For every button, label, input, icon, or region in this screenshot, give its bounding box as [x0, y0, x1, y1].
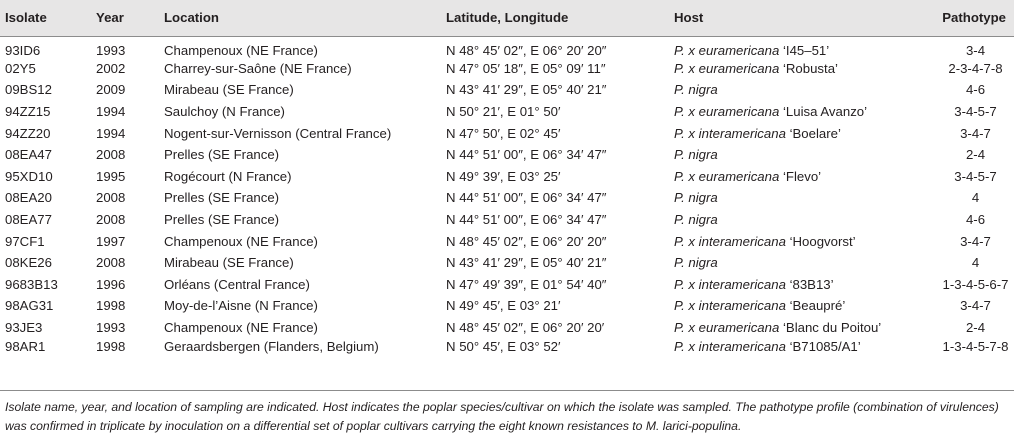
host-cultivar: ‘Luisa Avanzo’: [779, 104, 868, 120]
host-species: P. x euramericana: [674, 320, 780, 336]
cell-location: Moy-de-l’Aisne (N France): [164, 298, 318, 314]
cell-pathotype: 4-6: [965, 82, 986, 98]
cell-year: 1995: [96, 168, 126, 184]
cell-latlon: N 43° 41′ 29″, E 05° 40′ 21″: [446, 255, 607, 271]
table-row: [0, 144, 1014, 166]
cell-location: Mirabeau (SE France): [164, 82, 294, 98]
cell-latlon: N 49° 39′, E 03° 25′: [446, 168, 561, 184]
cell-latlon: N 48° 45′ 02″, E 06° 20′ 20″: [446, 233, 607, 249]
host-cultivar: ‘83B13’: [785, 276, 834, 292]
cell-year: 1996: [96, 276, 126, 292]
cell-host: [674, 144, 937, 166]
host-species: P. x interamericana: [674, 298, 786, 314]
cell-year: 2008: [96, 212, 126, 228]
host-cultivar: ‘Hoogvorst’: [785, 233, 856, 249]
cell-latlon: N 50° 45′, E 03° 52′: [446, 338, 561, 354]
host-cultivar: ‘Boelare’: [785, 125, 841, 141]
cell-pathotype: 2-4: [965, 320, 986, 336]
table-row: [0, 252, 1014, 274]
cell-host: [674, 36, 937, 58]
header-year: Year: [96, 0, 164, 36]
cell-location: Saulchoy (N France): [164, 104, 285, 120]
cell-pathotype: 3-4: [965, 42, 986, 58]
cell-isolate: 08EA47: [5, 147, 52, 163]
cell-latlon: N 47° 50′, E 02° 45′: [446, 125, 561, 141]
cell-year: 1994: [96, 125, 126, 141]
host-species: P. x interamericana: [674, 125, 786, 141]
table-row: [0, 209, 1014, 231]
host-species: P. x interamericana: [674, 276, 786, 292]
cell-host: [674, 79, 937, 101]
host-cultivar: ‘Blanc du Poitou’: [779, 320, 882, 336]
cell-year: 1993: [96, 320, 126, 336]
cell-pathotype: 3-4-7: [960, 298, 991, 314]
cell-latlon: N 48° 45′ 02″, E 06° 20′ 20′: [446, 320, 605, 336]
cell-year: 1998: [96, 298, 126, 314]
cell-pathotype: 2-4: [965, 147, 986, 163]
table-row: [0, 101, 1014, 123]
table-row: [0, 338, 1014, 360]
table-bottom-rule: [0, 390, 1014, 391]
host-species: P. x euramericana: [674, 168, 780, 184]
cell-location: Prelles (SE France): [164, 147, 280, 163]
table-row: [0, 230, 1014, 252]
cell-host: [674, 122, 937, 144]
cell-isolate: 02Y5: [5, 60, 36, 76]
table-row: [0, 36, 1014, 58]
cell-year: 2008: [96, 147, 126, 163]
cell-isolate: 09BS12: [5, 82, 52, 98]
cell-pathotype: 3-4-7: [960, 233, 991, 249]
cell-latlon: N 50° 21′, E 01° 50′: [446, 104, 561, 120]
cell-host: [674, 166, 937, 188]
cell-pathotype: 4-6: [965, 212, 986, 228]
host-species: P. x euramericana: [674, 42, 780, 58]
cell-host: [674, 338, 937, 360]
cell-year: 1993: [96, 42, 126, 58]
cell-year: 1998: [96, 338, 126, 354]
cell-pathotype: 2-3-4-7-8: [948, 60, 1003, 76]
cell-pathotype: 3-4-7: [960, 125, 991, 141]
cell-host: [674, 317, 937, 339]
table-row: [0, 166, 1014, 188]
cell-isolate: 08EA20: [5, 190, 52, 206]
header-location: Location: [164, 0, 446, 36]
host-species: P. nigra: [674, 147, 718, 163]
host-cultivar: ‘Flevo’: [779, 168, 822, 184]
cell-location: Champenoux (NE France): [164, 320, 318, 336]
host-cultivar: ‘B71085/A1’: [785, 338, 861, 354]
cell-location: Rogécourt (N France): [164, 168, 292, 184]
cell-isolate: 08KE26: [5, 255, 52, 271]
host-species: P. x euramericana: [674, 60, 780, 76]
table-row: [0, 317, 1014, 339]
cell-year: 1997: [96, 233, 126, 249]
cell-isolate: 94ZZ20: [5, 125, 51, 141]
header-latlon: Latitude, Longitude: [446, 0, 674, 36]
cell-year: 2009: [96, 82, 126, 98]
cell-latlon: N 44° 51′ 00″, E 06° 34′ 47″: [446, 147, 607, 163]
cell-host: [674, 274, 937, 296]
host-species: P. nigra: [674, 190, 718, 206]
cell-host: [674, 187, 937, 209]
cell-isolate: 97CF1: [5, 233, 45, 249]
table-row: [0, 122, 1014, 144]
host-species: P. nigra: [674, 212, 718, 228]
cell-location: Geraardsbergen (Flanders, Belgium): [164, 338, 379, 354]
cell-pathotype: 3-4-5-7: [954, 104, 997, 120]
header-pathotype: Pathotype: [937, 0, 1014, 36]
cell-location: Orléans (Central France): [164, 276, 310, 292]
cell-pathotype: 1-3-4-5-6-7: [942, 276, 1009, 292]
cell-isolate: 93ID6: [5, 42, 41, 58]
host-cultivar: ‘Beaupré’: [785, 298, 846, 314]
cell-year: 1994: [96, 104, 126, 120]
host-species: P. nigra: [674, 82, 718, 98]
table-row: [0, 187, 1014, 209]
cell-isolate: 94ZZ15: [5, 104, 51, 120]
cell-isolate: 93JE3: [5, 320, 43, 336]
cell-location: Charrey-sur-Saône (NE France): [164, 60, 352, 76]
table-header-row: [0, 0, 1014, 36]
cell-latlon: N 43° 41′ 29″, E 05° 40′ 21″: [446, 82, 607, 98]
host-species: P. nigra: [674, 255, 718, 271]
cell-isolate: 95XD10: [5, 168, 53, 184]
table-row: [0, 79, 1014, 101]
cell-host: [674, 58, 937, 80]
cell-pathotype: 1-3-4-5-7-8: [942, 338, 1009, 354]
header-isolate: Isolate: [0, 0, 96, 36]
table-body: [0, 36, 1014, 360]
cell-host: [674, 295, 937, 317]
host-cultivar: ‘I45–51’: [779, 42, 830, 58]
cell-host: [674, 252, 937, 274]
cell-isolate: 08EA77: [5, 212, 52, 228]
cell-location: Prelles (SE France): [164, 190, 280, 206]
table-row: [0, 58, 1014, 80]
cell-isolate: 98AG31: [5, 298, 54, 314]
header-host: Host: [674, 0, 937, 36]
cell-isolate: 98AR1: [5, 338, 46, 354]
host-species: P. x interamericana: [674, 233, 786, 249]
cell-latlon: N 44° 51′ 00″, E 06° 34′ 47″: [446, 190, 607, 206]
cell-latlon: N 47° 49′ 39″, E 01° 54′ 40″: [446, 276, 607, 292]
cell-host: [674, 230, 937, 252]
cell-host: [674, 209, 937, 231]
cell-latlon: N 48° 45′ 02″, E 06° 20′ 20″: [446, 42, 607, 58]
cell-location: Champenoux (NE France): [164, 233, 318, 249]
cell-latlon: N 47° 05′ 18″, E 05° 09′ 11″: [446, 60, 606, 76]
table-row: [0, 295, 1014, 317]
cell-location: Mirabeau (SE France): [164, 255, 294, 271]
cell-year: 2002: [96, 60, 126, 76]
cell-year: 2008: [96, 255, 126, 271]
host-species: P. x euramericana: [674, 104, 780, 120]
cell-host: [674, 101, 937, 123]
cell-pathotype: 4: [971, 190, 980, 206]
cell-latlon: N 44° 51′ 00″, E 06° 34′ 47″: [446, 212, 607, 228]
cell-location: Nogent-sur-Vernisson (Central France): [164, 125, 392, 141]
cell-latlon: N 49° 45′, E 03° 21′: [446, 298, 561, 314]
cell-location: Prelles (SE France): [164, 212, 280, 228]
table-caption: Isolate name, year, and location of sampling are indicated. Host indicates the poplar species/cultivar on which the isolate was sampled. The pathotype profile (combination of virulences) was confirmed in triplicate by inoculation on a differential set of poplar cultivars carrying the eight known resistances to M. larici-populina.: [5, 400, 999, 433]
cell-location: Champenoux (NE France): [164, 42, 318, 58]
cell-pathotype: 3-4-5-7: [954, 168, 997, 184]
host-cultivar: ‘Robusta’: [779, 60, 838, 76]
cell-pathotype: 4: [971, 255, 980, 271]
table-row: [0, 274, 1014, 296]
cell-isolate: 9683B13: [5, 276, 58, 292]
cell-year: 2008: [96, 190, 126, 206]
host-species: P. x interamericana: [674, 338, 786, 354]
